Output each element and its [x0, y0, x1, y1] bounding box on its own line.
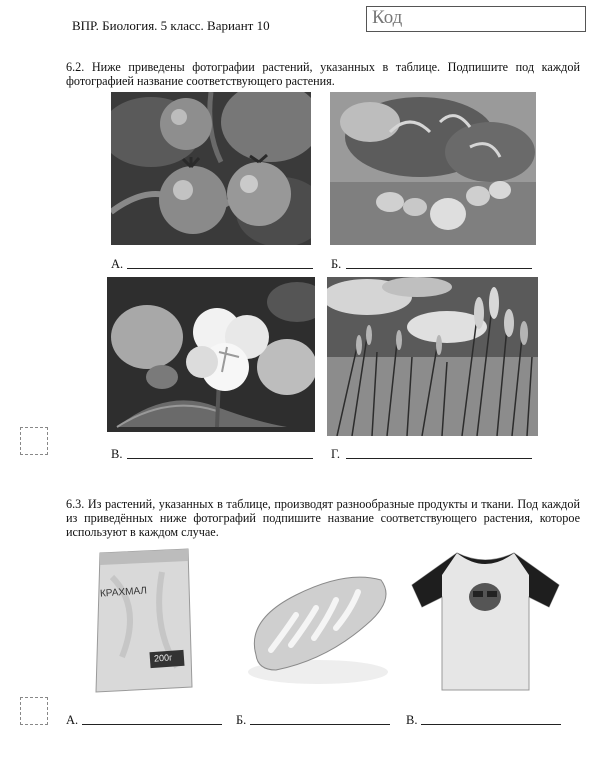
answer-line-v-6-3[interactable]: [421, 712, 561, 725]
photo-wheat: [327, 277, 538, 436]
starch-bag-label: КРАХМАЛ: [99, 585, 148, 600]
answer-line-a-6-3[interactable]: [82, 712, 222, 725]
code-field[interactable]: [366, 6, 586, 32]
task-6-3-text: 6.3. Из растений, указанных в таблице, производят разнообразные продукты и ткани. Под каждой из приведённых ниже фотографий подпишите название соответствующего растения, которое используют в каждом случае.: [66, 497, 580, 539]
score-box-6-3[interactable]: [20, 697, 48, 725]
photo-cotton: [107, 277, 315, 432]
answer-line-g-6-2[interactable]: [346, 446, 532, 459]
answer-line-b-6-2[interactable]: [346, 256, 532, 269]
photo-tomatoes: [111, 92, 311, 245]
photo-starch-bag: [92, 547, 196, 695]
task-6-2-text: 6.2. Ниже приведены фотографии растений, указанных в таблице. Подпишите под каждой фотографией название соответствующего растения.: [66, 60, 580, 88]
page-header-title: ВПР. Биология. 5 класс. Вариант 10: [72, 18, 270, 33]
photo-bread: [236, 560, 396, 690]
starch-bag-weight: 200г: [153, 652, 173, 664]
answer-line-v-6-2[interactable]: [127, 446, 313, 459]
caption-v-6-3: В.: [406, 713, 418, 727]
photo-tshirt: [409, 545, 562, 693]
caption-a-6-3: А.: [66, 713, 79, 727]
answer-line-b-6-3[interactable]: [250, 712, 390, 725]
caption-b-6-2: Б.: [331, 257, 342, 271]
caption-v-6-2: В.: [111, 447, 123, 461]
score-box-6-2[interactable]: [20, 427, 48, 455]
code-label: Код: [372, 7, 403, 28]
photo-potatoes: [330, 92, 536, 245]
answer-line-a-6-2[interactable]: [127, 256, 313, 269]
caption-a-6-2: А.: [111, 257, 124, 271]
caption-b-6-3: Б.: [236, 713, 247, 727]
caption-g-6-2: Г.: [331, 447, 340, 461]
